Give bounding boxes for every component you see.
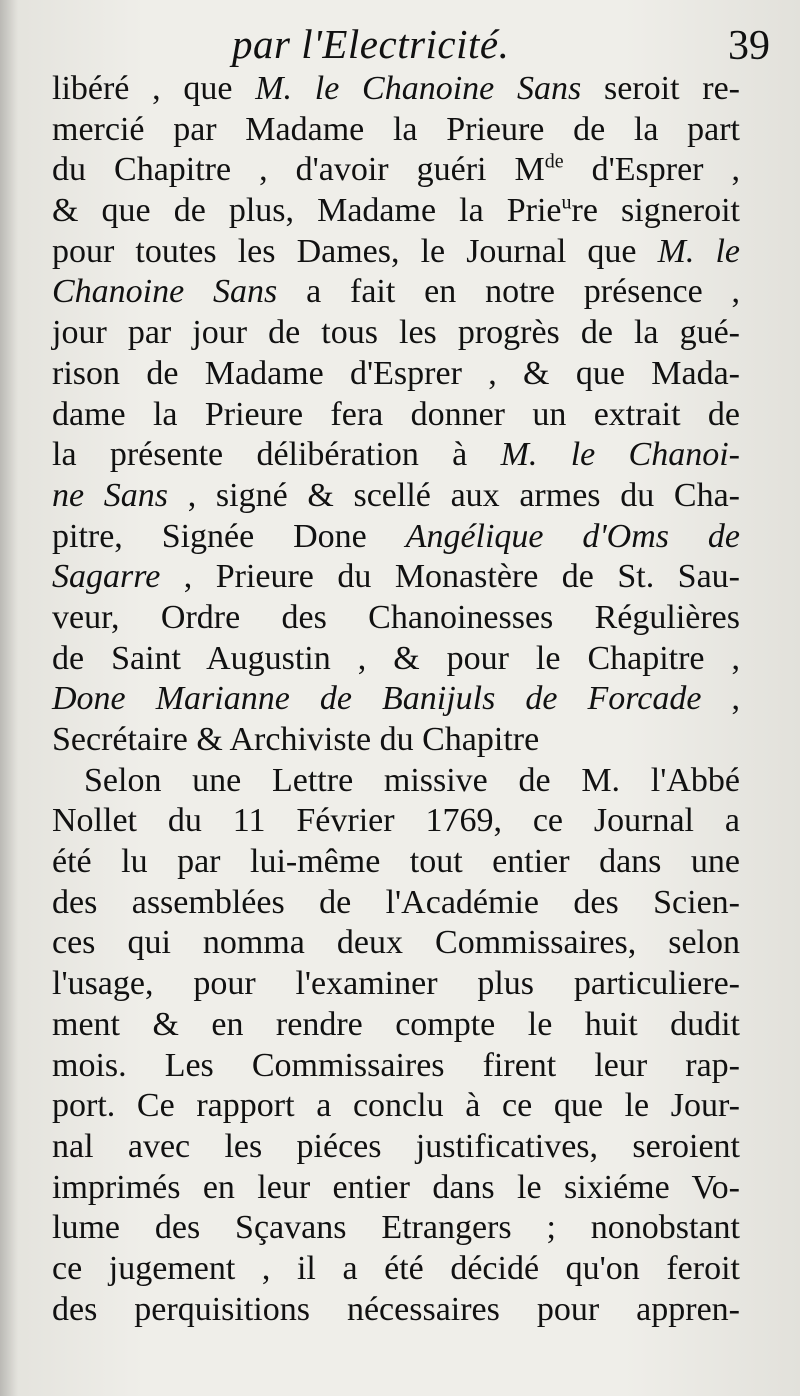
text-line bbox=[52, 69, 740, 110]
text-run: lume des Sçavans Etrangers ; nonobstant bbox=[52, 1209, 740, 1247]
text-line bbox=[52, 557, 740, 598]
text-run: ment & en rendre compte le huit dudit bbox=[52, 1005, 740, 1043]
text-run: mois. Les Commissaires firent leur rap- bbox=[52, 1046, 740, 1084]
text-line bbox=[52, 1005, 740, 1046]
text-run: ces qui nomma deux Commissaires, selon bbox=[52, 924, 740, 962]
text-line bbox=[52, 923, 740, 964]
running-head bbox=[0, 18, 800, 72]
text-run: été lu par lui-même tout entier dans une bbox=[52, 843, 740, 881]
text-line bbox=[52, 191, 740, 232]
text-run: seroit re- bbox=[581, 70, 740, 107]
text-run: , bbox=[701, 680, 740, 718]
text-run: rison de Madame d'Esprer , & que Mada- bbox=[52, 354, 740, 392]
text-line bbox=[52, 1086, 740, 1127]
text-run: veur, Ordre des Chanoinesses Régulières bbox=[52, 598, 740, 636]
text-run: dame la Prieure fera donner un extrait de bbox=[52, 395, 740, 433]
text-line bbox=[52, 110, 740, 151]
italic-text: Angélique d'Oms de bbox=[405, 517, 740, 555]
text-line bbox=[52, 354, 740, 395]
italic-text: Chanoine Sans bbox=[52, 273, 278, 311]
text-run: mercié par Madame la Prieure de la part bbox=[52, 110, 740, 148]
text-run: , signé & scellé aux armes du Cha- bbox=[168, 476, 740, 514]
text-run: Nollet du 11 Février 1769, ce Journal a bbox=[52, 802, 740, 840]
text-run: jour par jour de tous les progrès de la gué- bbox=[52, 314, 740, 352]
text-line bbox=[52, 476, 740, 517]
text-run: & que de plus, Madame la Prie bbox=[52, 192, 562, 230]
text-line bbox=[52, 232, 740, 273]
italic-text: ne Sans bbox=[52, 476, 169, 514]
text-line bbox=[52, 964, 740, 1005]
text-line bbox=[52, 842, 740, 883]
text-line bbox=[52, 679, 740, 720]
text-run: libéré , que bbox=[52, 70, 256, 107]
text-line bbox=[52, 1046, 740, 1087]
italic-text: Done Marianne de Banijuls de Forcade bbox=[52, 680, 702, 718]
text-run: d'Esprer , bbox=[563, 151, 740, 189]
text-line bbox=[52, 883, 740, 924]
italic-text: M. le Chanoine Sans bbox=[255, 70, 582, 107]
text-run: nal avec les piéces justificatives, seroient bbox=[52, 1127, 740, 1165]
text-line bbox=[52, 1290, 740, 1331]
text-run: re signeroit bbox=[571, 192, 741, 230]
text-run: des assemblées de l'Académie des Scien- bbox=[52, 883, 740, 921]
page-number: 39 bbox=[728, 23, 770, 69]
text-run: de Saint Augustin , & pour le Chapitre , bbox=[52, 639, 740, 677]
text-line bbox=[52, 1249, 740, 1290]
text-run: pour toutes les Dames, le Journal que bbox=[52, 232, 658, 270]
italic-text: M. le Chanoi- bbox=[500, 436, 741, 474]
text-run: la présente délibération à bbox=[52, 436, 501, 474]
superscript: u bbox=[561, 191, 572, 214]
text-run: imprimés en leur entier dans le sixiéme Vo- bbox=[52, 1168, 740, 1206]
text-run: Secrétaire & Archiviste du Chapitre bbox=[52, 721, 540, 758]
text-line bbox=[52, 801, 740, 842]
text-line bbox=[52, 1168, 740, 1209]
text-line bbox=[52, 761, 740, 802]
text-run: pitre, Signée Done bbox=[52, 517, 406, 555]
text-line bbox=[52, 150, 740, 191]
text-line bbox=[52, 272, 740, 313]
text-line bbox=[52, 517, 740, 558]
italic-text: M. le bbox=[657, 232, 741, 270]
superscript: de bbox=[544, 151, 564, 174]
running-head-title: par l'Electricité. bbox=[232, 21, 510, 67]
text-line bbox=[52, 1127, 740, 1168]
body-text bbox=[52, 69, 740, 1330]
text-run: Selon une Lettre missive de M. l'Abbé bbox=[84, 761, 740, 799]
text-line bbox=[52, 598, 740, 639]
text-line bbox=[52, 720, 740, 761]
text-run: des perquisitions nécessaires pour appren- bbox=[52, 1290, 740, 1328]
italic-text: Sagarre bbox=[52, 558, 161, 596]
text-line bbox=[52, 395, 740, 436]
text-line bbox=[52, 435, 740, 476]
text-line bbox=[52, 639, 740, 680]
text-run: , Prieure du Monastère de St. Sau- bbox=[160, 558, 740, 596]
text-line bbox=[52, 1208, 740, 1249]
text-run: ce jugement , il a été décidé qu'on feroit bbox=[52, 1249, 740, 1287]
text-line bbox=[52, 313, 740, 354]
text-run: a fait en notre présence , bbox=[277, 273, 741, 311]
text-run: du Chapitre , d'avoir guéri M bbox=[52, 151, 545, 189]
text-run: port. Ce rapport a conclu à ce que le Jour- bbox=[52, 1087, 740, 1125]
text-run: l'usage, pour l'examiner plus particuliere- bbox=[52, 965, 740, 1003]
